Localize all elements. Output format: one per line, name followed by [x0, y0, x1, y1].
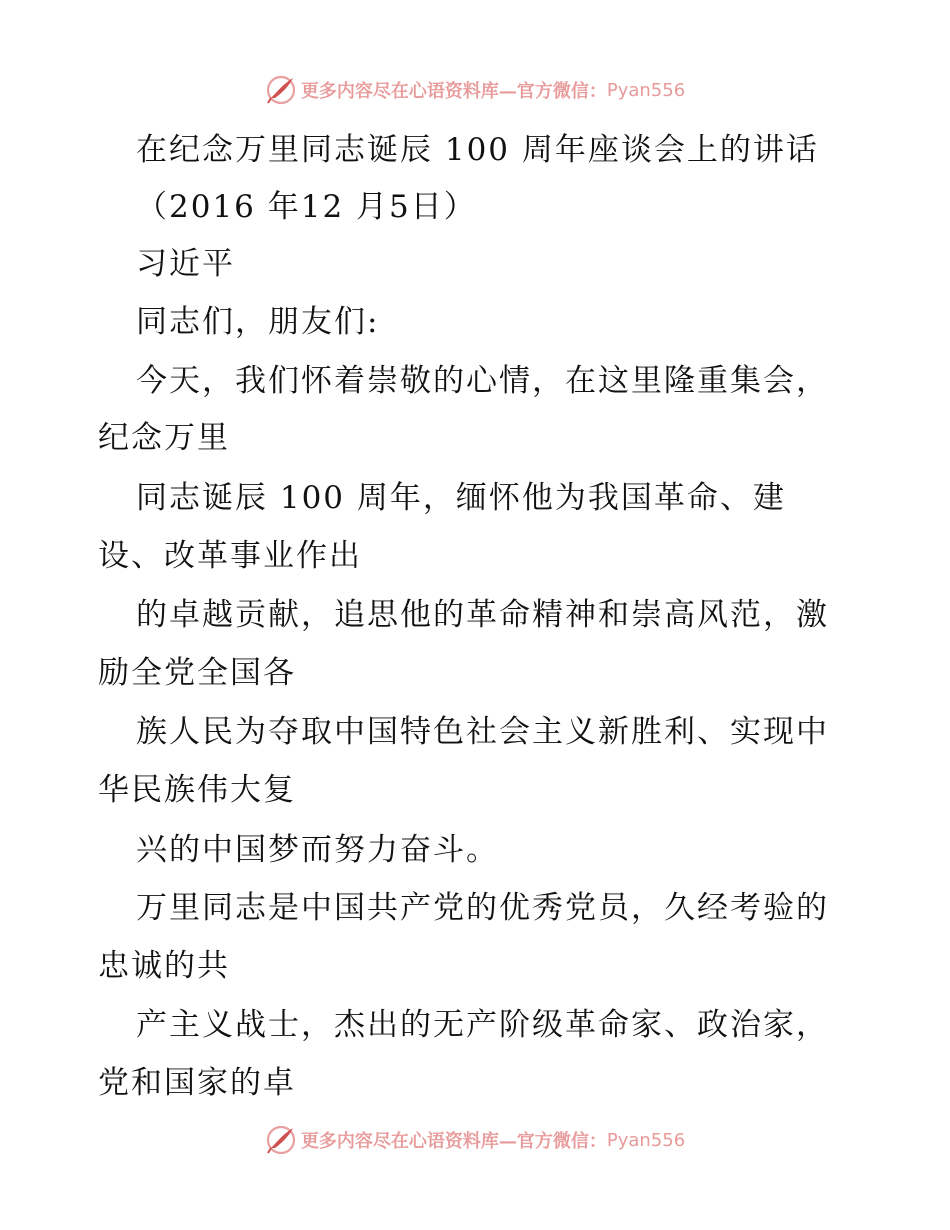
body-line: 产主义战士，杰出的无产阶级革命家、政治家，	[136, 1007, 829, 1043]
body-line: 励全党全国各	[98, 655, 296, 691]
header-banner	[0, 72, 950, 108]
document-date: （2016 年12 月5日）	[136, 189, 477, 225]
body-line: 设、改革事业作出	[98, 538, 362, 574]
body-line: 华民族伟大复	[98, 772, 296, 808]
quill-pen-logo-icon	[265, 74, 297, 106]
document-title: 在纪念万里同志诞辰 100 周年座谈会上的讲话	[136, 132, 819, 168]
quill-pen-logo-icon	[265, 1124, 297, 1156]
body-line: 忠诚的共	[98, 948, 230, 984]
body-line: 纪念万里	[98, 420, 230, 456]
body-line: 今天，我们怀着崇敬的心情，在这里隆重集会，	[136, 363, 829, 399]
wechat-id: Pyan556	[606, 1129, 686, 1151]
banner-text: 更多内容尽在心语资料库—官方微信：	[300, 1131, 607, 1152]
body-line: 的卓越贡献，追思他的革命精神和崇高风范，激	[136, 597, 829, 633]
body-line: 党和国家的卓	[98, 1065, 296, 1101]
body-line: 族人民为夺取中国特色社会主义新胜利、实现中	[136, 714, 829, 750]
salutation: 同志们，朋友们:	[136, 304, 380, 340]
wechat-id: Pyan556	[606, 79, 686, 101]
body-line: 同志诞辰 100 周年，缅怀他为我国革命、建	[136, 480, 786, 516]
body-line: 兴的中国梦而努力奋斗。	[136, 832, 499, 868]
document-author: 习近平	[136, 246, 235, 282]
body-line: 万里同志是中国共产党的优秀党员，久经考验的	[136, 890, 829, 926]
banner-text: 更多内容尽在心语资料库—官方微信：	[300, 81, 607, 102]
footer-banner	[0, 1122, 950, 1158]
